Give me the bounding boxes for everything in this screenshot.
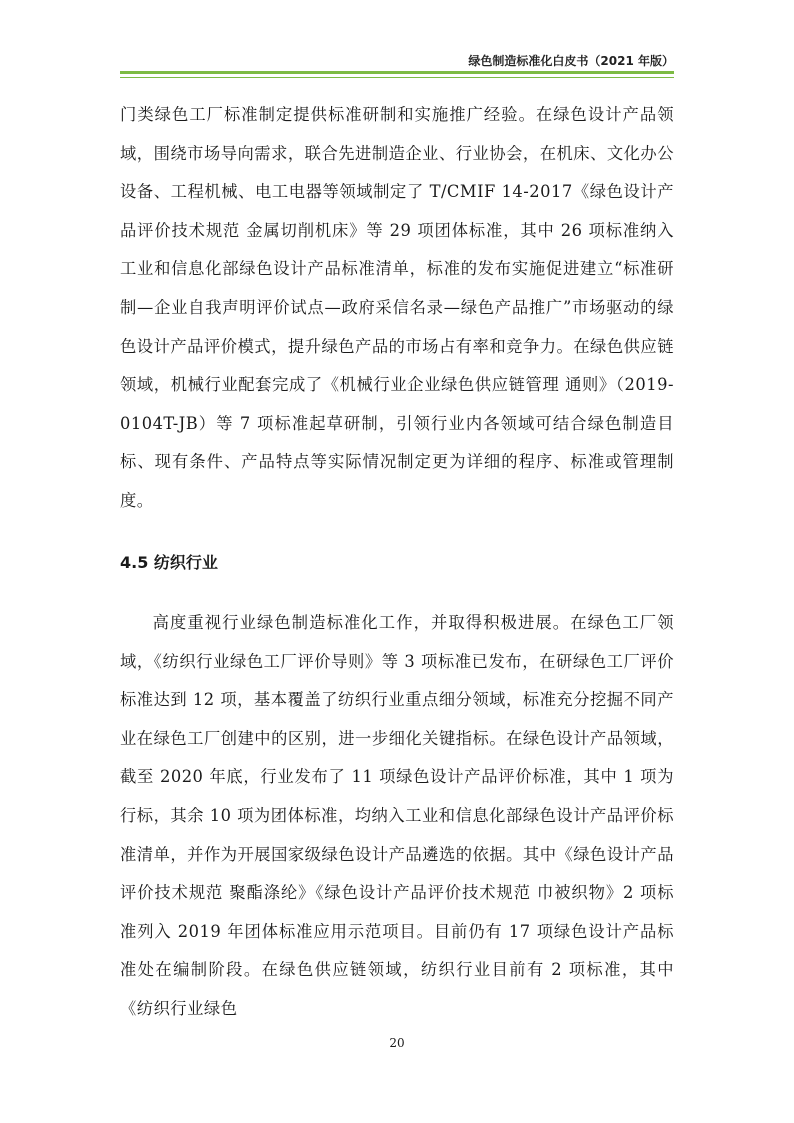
body-paragraph: 高度重视行业绿色制造标准化工作，并取得积极进展。在绿色工厂领域，《纺织行业绿色工厂评价导则》等 3 项标准已发布，在研绿色工厂评价标准达到 12 项，基本覆盖了纺织行业重点细分领域，标准充分挖掘不同产业在绿色工厂创建中的区别，进一步细化关键指标。在绿色设计产品领域，截至 2020 年底，行业发布了 11 项绿色设计产品评价标准，其中 1 项为行标，其余 10 项为团体标准，均纳入工业和信息化部绿色设计产品评价标准清单，并作为开展国家级绿色设计产品遴选的依据。其中《绿色设计产品评价技术规范 聚酯涤纶》《绿色设计产品评价技术规范 巾被织物》2 项标准列入 2019 年团体标准应用示范项目。目前仍有 17 项绿色设计产品标准处在编制阶段。在绿色供应链领域，纺织行业目前有 2 项标准，其中《纺织行业绿色 <box>120 613 674 1018</box>
body-paragraph-2-block <box>120 604 674 1029</box>
header-rule-thick <box>120 71 674 74</box>
running-header: 绿色制造标准化白皮书（2021 年版） <box>468 54 674 68</box>
page-number: 20 <box>389 1036 405 1050</box>
section-heading: 4.5 纺织行业 <box>120 553 218 572</box>
body-paragraph-1-block <box>120 96 674 521</box>
header-rule-thin <box>120 77 674 78</box>
body-paragraph: 门类绿色工厂标准制定提供标准研制和实施推广经验。在绿色设计产品领域，围绕市场导向需求，联合先进制造企业、行业协会，在机床、文化办公设备、工程机械、电工电器等领域制定了 T/CMIF 14-2017《绿色设计产品评价技术规范 金属切削机床》等 29 项团体标准，其中 26 项标准纳入工业和信息化部绿色设计产品标准清单，标准的发布实施促进建立“标准研制—企业自我声明评价试点—政府采信名录—绿色产品推广”市场驱动的绿色设计产品评价模式，提升绿色产品的市场占有率和竞争力。在绿色供应链领域，机械行业配套完成了《机械行业企业绿色供应链管理 通则》（2019-0104T-JB）等 7 项标准起草研制，引领行业内各领域可结合绿色制造目标、现有条件、产品特点等实际情况制定更为详细的程序、标准或管理制度。 <box>120 105 674 510</box>
